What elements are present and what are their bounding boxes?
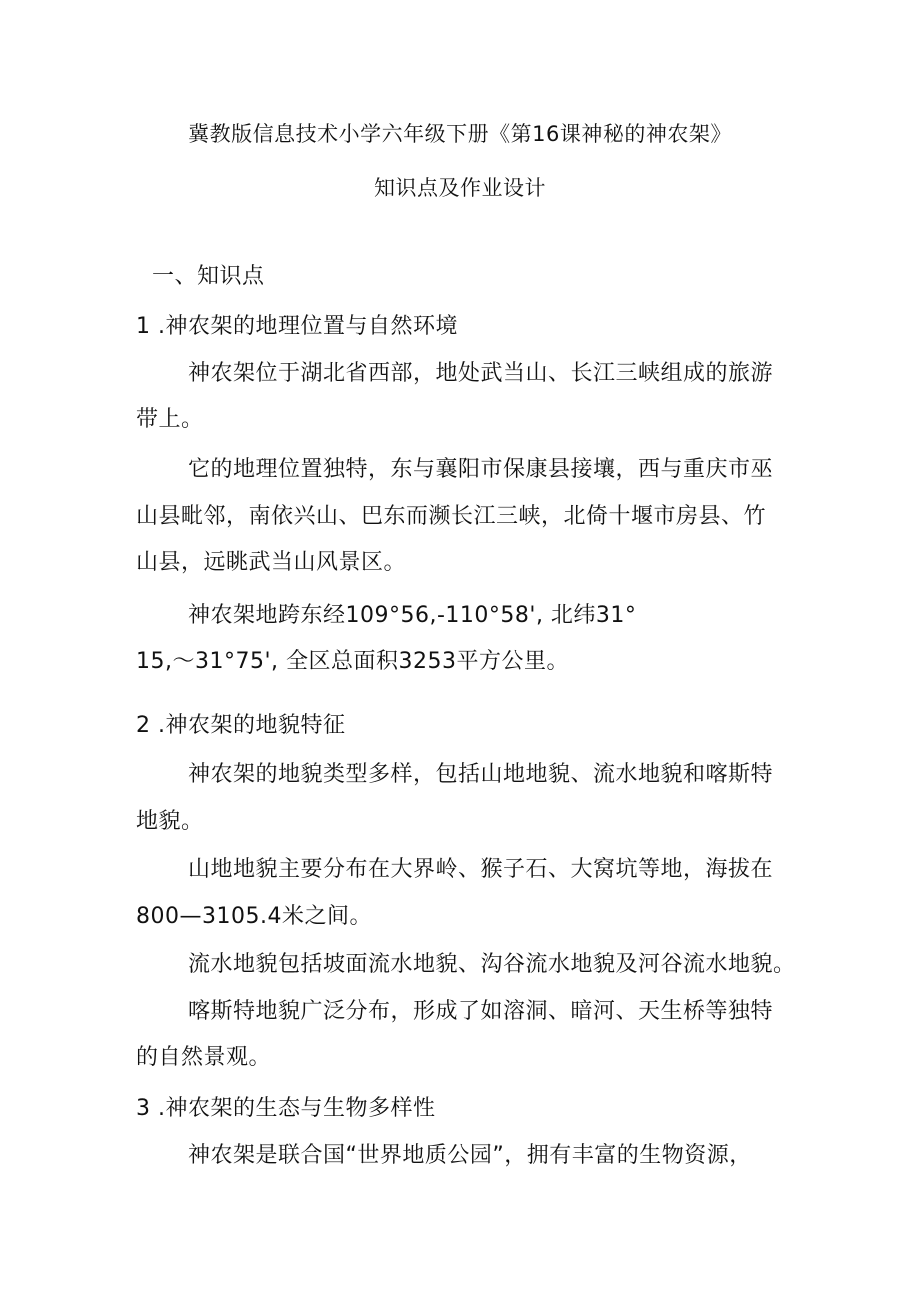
paragraph-line: 流水地貌包括坡面流水地貌、沟谷流水地貌及河谷流水地貌。	[188, 952, 796, 977]
paragraph-line: 神农架地跨东经109°56,-110°58', 北纬31°	[188, 603, 637, 628]
paragraph-line: 山县，远眺武当山风景区。	[136, 550, 407, 575]
paragraph-line: 山地地貌主要分布在大界岭、猴子石、大窝坑等地，海拔在	[188, 857, 774, 882]
section-heading: 一、知识点	[152, 264, 265, 289]
doc-title-line2: 知识点及作业设计	[374, 176, 546, 200]
paragraph-line: 喀斯特地貌广泛分布，形成了如溶洞、暗河、天生桥等独特	[188, 999, 774, 1024]
paragraph-line: 地貌。	[136, 809, 204, 834]
paragraph-line: 它的地理位置独特，东与襄阳市保康县接壤，西与重庆市巫	[188, 457, 774, 482]
item-heading-2: 2 .神农架的地貌特征	[136, 713, 346, 738]
paragraph-line: 神农架的地貌类型多样，包括山地地貌、流水地貌和喀斯特	[188, 762, 774, 787]
item-heading-1: 1 .神农架的地理位置与自然环境	[136, 314, 458, 339]
paragraph-line: 神农架是联合国“世界地质公园”，拥有丰富的生物资源，	[188, 1143, 752, 1168]
paragraph-line: 800—3105.4米之间。	[136, 904, 372, 929]
doc-title-line1: 冀教版信息技术小学六年级下册《第16课神秘的神农架》	[188, 122, 732, 146]
paragraph-line: 的自然景观。	[136, 1045, 272, 1070]
paragraph-line: 15,～31°75', 全区总面积3253平方公里。	[136, 649, 569, 674]
paragraph-line: 神农架位于湖北省西部，地处武当山、长江三峡组成的旅游	[188, 361, 774, 386]
item-heading-3: 3 .神农架的生态与生物多样性	[136, 1096, 436, 1121]
paragraph-line: 山县毗邻，南依兴山、巴东而濒长江三峡，北倚十堰市房县、竹	[136, 504, 767, 529]
paragraph-line: 带上。	[136, 407, 204, 432]
